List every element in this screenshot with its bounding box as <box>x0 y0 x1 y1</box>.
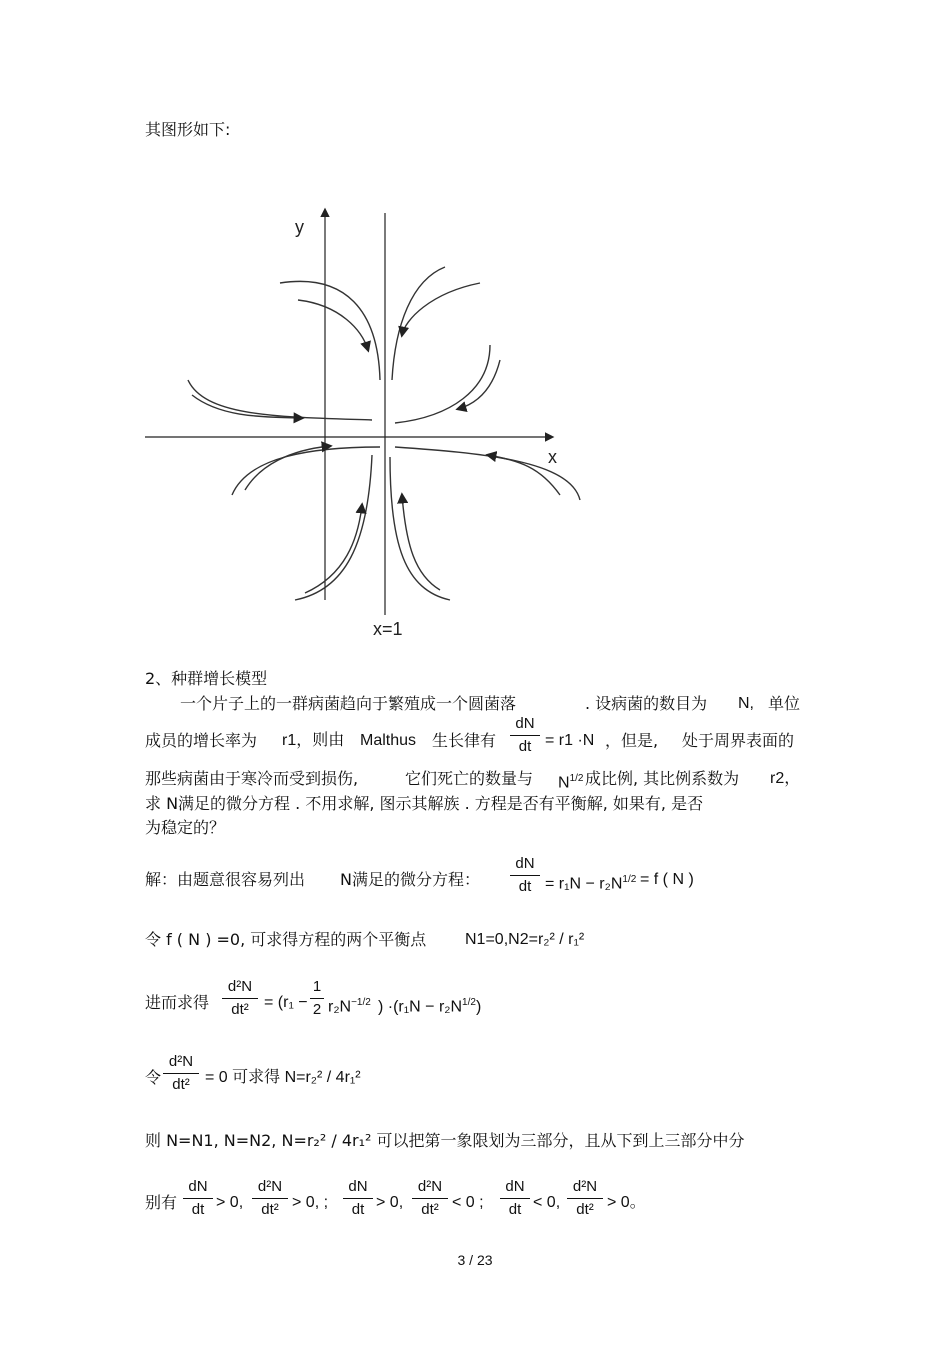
trajectory <box>298 300 368 350</box>
problem-line-2a: 成员的增长率为 <box>145 731 258 750</box>
problem-line-2d: ，但是, <box>605 731 659 750</box>
y-axis-label: y <box>295 217 304 237</box>
fraction-d2N-dt2: d²N dt² <box>567 1178 603 1219</box>
solution-line-1b: N满足的微分方程： <box>340 870 480 889</box>
problem-line-2e: 处于周界表面的 <box>682 731 795 750</box>
line-label: x=1 <box>373 619 403 639</box>
fraction-d2N-dt2: d²N dt² <box>412 1178 448 1219</box>
problem-line-1a: 一个片子上的一群病菌趋向于繁殖成一个圆菌落 <box>180 694 517 713</box>
solution-line-4: 令 <box>145 1068 162 1087</box>
fraction-dN-dt: dN dt <box>343 1178 373 1219</box>
solution-line-2: 令 f ( N ) =0, 可求得方程的两个平衡点 <box>145 930 427 949</box>
fraction-dN-dt: dN dt <box>500 1178 530 1219</box>
trajectory <box>458 360 500 409</box>
problem-line-1b: . 设病菌的数目为 <box>585 694 708 713</box>
problem-line-2c: 生长律有 <box>432 731 497 750</box>
trajectory <box>392 267 445 380</box>
trajectory <box>280 281 380 380</box>
problem-line-2-r1: r1，则由 <box>282 732 345 749</box>
section-heading: 2、种群增长模型 <box>145 669 268 688</box>
trajectory <box>295 455 372 600</box>
solution-eq-1: = $r_1N - r_2N^{1/2}$ <box>545 874 637 893</box>
fraction-dN-dt: dN dt <box>510 855 540 896</box>
solution-equilibrium: N1=0,N2=r₂² / r₁² <box>465 931 585 948</box>
solution-line-6: 别有 <box>145 1193 178 1212</box>
problem-line-4: 求 N满足的微分方程 . 不用求解, 图示其解族 . 方程是否有平衡解, 如果有, 是否 <box>145 794 704 813</box>
trajectory <box>390 457 450 600</box>
problem-line-3a: 那些病菌由于寒冷而受到损伤, <box>145 769 359 788</box>
fraction-dN-dt: dN dt <box>183 1178 213 1219</box>
problem-line-5: 为稳定的？ <box>145 818 226 837</box>
problem-line-3-Nhalf: $N^{1/2}$ <box>558 773 584 792</box>
problem-line-1c: 单位 <box>768 694 801 713</box>
trajectory <box>395 345 490 423</box>
page-number: 3 / 23 <box>457 1252 493 1268</box>
trajectory <box>232 447 380 495</box>
fraction-d2N-dt2: d²N dt² <box>222 978 258 1019</box>
problem-line-2-malthus: Malthus <box>360 732 417 749</box>
fraction-d2N-dt2: d²N dt² <box>163 1053 199 1094</box>
phase-portrait-figure <box>140 195 590 645</box>
solution-line-5: 则 N=N1, N=N2, N=r₂² / 4r₁² 可以把第一象限划为三部分，且从下到上三部分中分 <box>145 1131 745 1150</box>
ineq-e: < 0, <box>533 1194 561 1211</box>
trajectory <box>192 395 302 418</box>
ineq-b: > 0, ; <box>292 1194 329 1211</box>
trajectory <box>188 380 372 420</box>
solution-line-1: 解：由题意很容易列出 <box>145 870 306 889</box>
solution-eq-4: = 0 可求得 N=r₂² / 4r₁² <box>205 1069 361 1086</box>
problem-line-1-N: N, <box>738 695 754 712</box>
fraction-dN-dt: dN dt <box>510 715 540 756</box>
solution-eq-1-rhs: = f ( N ) <box>640 871 694 888</box>
solution-eq-3b: $r_2N^{-1/2}$ <box>328 997 371 1016</box>
problem-line-3-r2: r2， <box>770 770 801 787</box>
ineq-f: > 0。 <box>607 1194 646 1211</box>
ineq-c: > 0, <box>376 1194 404 1211</box>
ineq-d: < 0 ; <box>452 1194 484 1211</box>
ineq-a: > 0, <box>216 1194 244 1211</box>
x-axis-label: x <box>548 447 557 467</box>
fraction-d2N-dt2: d²N dt² <box>252 1178 288 1219</box>
fraction-one-half: 1 2 <box>310 978 324 1019</box>
problem-line-3b: 它们死亡的数量与 <box>405 769 534 788</box>
solution-eq-3a: = (r₁ − <box>264 994 308 1011</box>
trajectory <box>402 495 440 590</box>
solution-eq-3c: ) $\cdot(r_1N - r_2N^{1/2})$ <box>378 997 482 1016</box>
intro-text: 其图形如下: <box>145 120 231 139</box>
problem-line-3c: 成比例, 其比例系数为 <box>585 769 740 788</box>
problem-line-2-eq: = r1 ·N <box>545 732 595 749</box>
trajectory <box>402 283 480 335</box>
solution-line-3: 进而求得 <box>145 993 210 1012</box>
